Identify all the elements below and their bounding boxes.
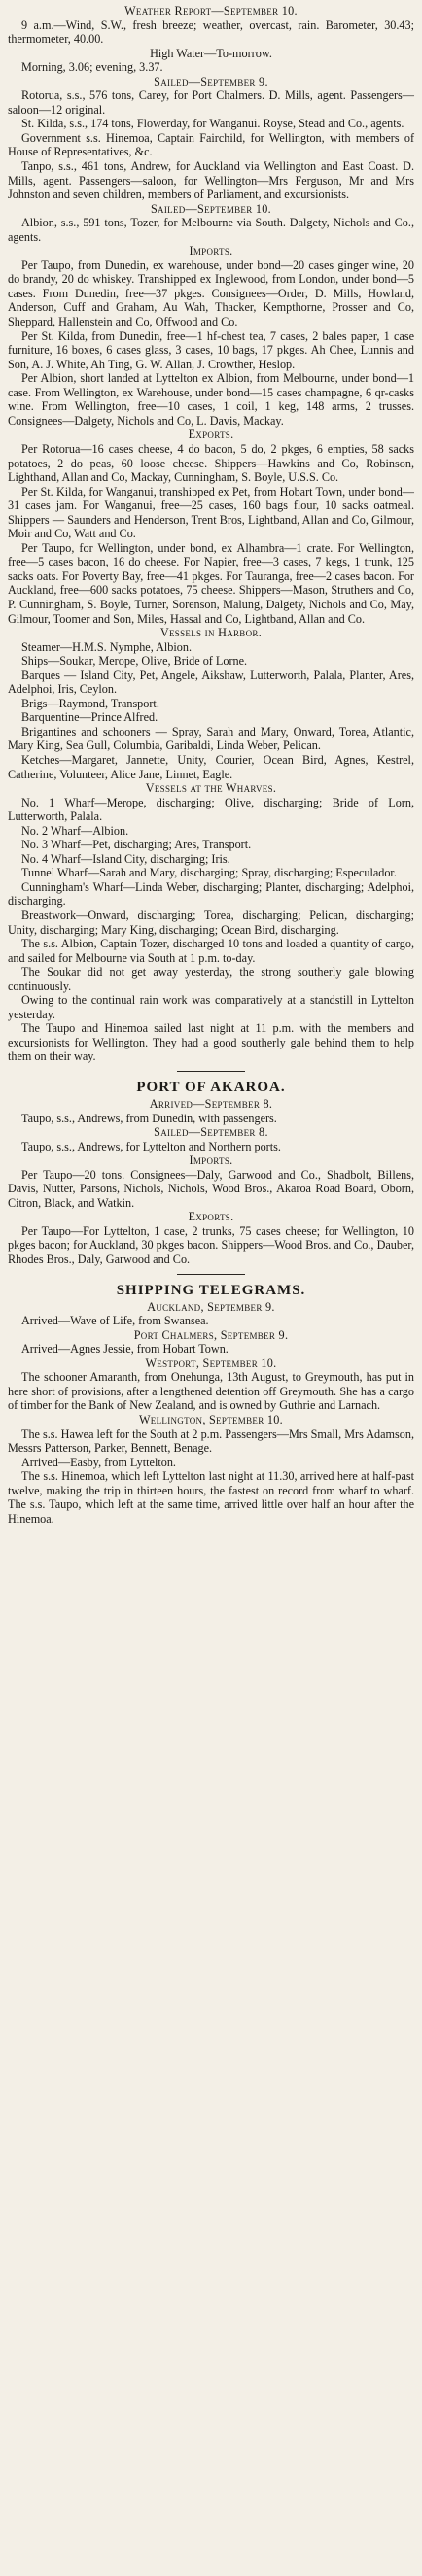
list-item: No. 1 Wharf—Merope, discharging; Olive, discharging; Bride of Lorn, Lutterworth, Palala. [8, 795, 414, 824]
taupo-paragraph: The Taupo and Hinemoa sailed last night at 11 p.m. with the members and excursionists for Wellington. They had a good southerly gale behind them to help them on their way. [8, 1021, 414, 1064]
list-item: Per Rotorua—16 cases cheese, 4 do bacon, 5 do, 2 pkges, 6 empties, 58 sacks potatoes, 2 do peas, 60 loose cheese. Shippers—Hawkins and Co, Robinson, Lighthand, Allan and Co, Mackay, Cunningham, S. Boyle, U.S.S. Co. [8, 441, 414, 485]
high-water-heading: High Water—To-morrow. [150, 46, 272, 60]
port-of-akaroa [8, 1079, 414, 1267]
list-item: Tunnel Wharf—Sarah and Mary, discharging; Spray, discharging; Especulador. [21, 866, 397, 880]
akaroa-sailed-heading: Sailed—September 8. [154, 1125, 268, 1140]
wellington-text: The s.s. Hinemoa, which left Lyttelton last night at 11.30, arrived here at half-past twelve, making the trip in thirteen hours, the fastest on record from wharf to wharf. The s.s. Taupo, which left at the same time, arrived little over half an hour after the Hinemoa. [8, 1469, 414, 1526]
list-item: Ships—Soukar, Merope, Olive, Bride of Lorne. [21, 654, 248, 669]
list-item: Per Albion, short landed at Lyttelton ex Albion, from Melbourne, under bond—1 case. From Wellington, ex Warehouse, under bond—15 cases champagne, 6 qr-casks wine. From Wellington, free—10 cases, 1 coil, 1 keg, 148 arms, 2 trusses. Consignees—Dalgety, Nichols and Co, L. Davis, Mackay. [8, 371, 414, 428]
divider [177, 1274, 245, 1275]
list-item: No. 2 Wharf—Albion. [21, 823, 129, 838]
chalmers-text: Arrived—Agnes Jessie, from Hobart Town. [21, 1342, 229, 1357]
akaroa-exports-heading: Exports. [188, 1210, 234, 1224]
akaroa-arrived-heading: Arrived—September 8. [149, 1097, 273, 1112]
divider [177, 1071, 245, 1072]
list-item: Per Taupo—20 tons. Consignees—Daly, Garwood and Co., Shadbolt, Billens, Davis, Nutter, Parsons, Nichols, Nichols, Wood Bros., Akaroa Road Board, Oborn, Citron, Black, and Watkin. [8, 1167, 414, 1210]
list-item: No. 4 Wharf—Island City, discharging; Iris. [21, 851, 230, 866]
list-item: Per St. Kilda, for Wanganui, transhipped ex Pet, from Hobart Town, under bond—31 cases jam. For Wanganui, free—25 cases, 160 bags flour, 10 sacks oatmeal. Shippers — Saunders and Henderson, Trent Bros, Lightband, Allan and Co, Gilmour, Moir and Co, Watt and Co. [8, 484, 414, 541]
auckland-text: Arrived—Wave of Life, from Swansea. [21, 1314, 209, 1328]
albion-paragraph: The s.s. Albion, Captain Tozer, discharged 10 tons and loaded a quantity of cargo, and sailed for Melbourne via South at 1 p.m. to-day. [8, 937, 414, 965]
imports-heading: Imports. [189, 244, 233, 258]
vessels-heading: Vessels in Harbor. [159, 626, 263, 640]
list-item: Taupo, s.s., Andrews, from Dunedin, with passengers. [21, 1111, 277, 1125]
akaroa-title: PORT OF AKAROA. [136, 1080, 286, 1096]
high-water-text: Morning, 3.06; evening, 3.37. [21, 60, 163, 75]
auckland-dateline: Auckland, September 9. [147, 1299, 275, 1314]
shipping-report [8, 4, 414, 1064]
weather-text: 9 a.m.—Wind, S.W., fresh breeze; weather, overcast, rain. Barometer, 30.43; thermometer, 40.00. [8, 17, 414, 47]
exports-heading: Exports. [188, 428, 234, 442]
sailed-sep9-list [8, 88, 414, 201]
list-item: Per Taupo—For Lyttelton, 1 case, 2 trunks, 75 cases cheese; for Wellington, 10 pkges bacon; for Auckland, 30 pkges bacon. Shippers—Wood Bros. and Co., Dauber, Rhodes Bros., Daly, Garwood and Co. [8, 1223, 414, 1267]
list-item: Breastwork—Onward, discharging; Torea, discharging; Pelican, discharging; Unity, discharging; Mary King, discharging; Ocean Bird, discharging. [8, 909, 414, 937]
list-item: Per Taupo, from Dunedin, ex warehouse, under bond—20 cases ginger wine, 20 do brandy, 20 do whiskey. Transhipped ex Inglewood, from London, under bond—5 cases. From Dunedin, free—37 pkges. Consignees—Order, D. Mills, Howland, Anderson, Cuff and Graham, Au Wah, Thacker, Kempthorne, Prosser and Co, Sheppard, Hallenstein and Co, Offwood and Co. [8, 258, 414, 329]
sailed-sep9-heading: Sailed—September 9. [154, 74, 268, 88]
list-item: Brigantines and schooners — Spray, Sarah and Mary, Onward, Torea, Atlantic, Mary King, Sea Gull, Columbia, Garibaldi, Linda Weber, Pelican. [8, 724, 414, 753]
list-item: Government s.s. Hinemoa, Captain Fairchild, for Wellington, with members of House of Representatives, &c. [8, 130, 414, 159]
list-item: Per Taupo, for Wellington, under bond, ex Alhambra—1 crate. For Wellington, free—5 cases bacon, 16 do cheese. For Napier, free—3 cases, 7 kegs, 1 trunk, 125 sacks oats. For Poverty Bay, free—41 pkges. For Tauranga, free—2 cases bacon. For Auckland, free—600 sacks potatoes, 75 cheese. Shippers—Mason, Struthers and Co, P. Cunningham, S. Boyle, Turner, Sorenson, Malung, Dalgety, Nichols and Co, May, Gilmour, Toomer and Son, Miles, Hassal and Co, Lightband, Allan and Co. [8, 540, 414, 626]
list-item: No. 3 Wharf—Pet, discharging; Ares, Transport. [21, 838, 252, 852]
westport-text: The schooner Amaranth, from Onehunga, 13th August, to Greymouth, has put in here short of provisions, after a lengthened detention off Greymouth. She has a cargo of timber for the Bank of New Zealand, and is owned by Guthrie and Larnach. [8, 1370, 414, 1413]
sailed-sep10-heading: Sailed—September 10. [150, 201, 272, 216]
rain-paragraph: Owing to the continual rain work was comparatively at a standstill in Lyttelton yesterday. [8, 993, 414, 1021]
wellington-text: Arrived—Easby, from Lyttelton. [21, 1455, 176, 1469]
list-item: Tanpo, s.s., 461 tons, Andrew, for Auckland via Wellington and East Coast. D. Mills, agent. Passengers—saloon, for Wellington—Mrs Ferguson, Mr and Mrs Johnston and seven children, members of Parliament, and excursionists. [8, 159, 414, 202]
soukar-paragraph: The Soukar did not get away yesterday, the strong southerly gale blowing continuously. [8, 965, 414, 993]
list-item: Albion, s.s., 591 tons, Tozer, for Melbourne via South. Dalgety, Nichols and Co., agents. [8, 216, 414, 244]
list-item: Taupo, s.s., Andrews, for Lyttelton and Northern ports. [21, 1139, 281, 1153]
shipping-telegrams [8, 1282, 414, 1527]
list-item: Per St. Kilda, from Dunedin, free—1 hf-chest tea, 7 cases, 2 bales paper, 1 case furniture, 16 boxes, 6 cases glass, 3 cases, 10 bags, 17 pkges. Ah Chee, Lunnis and Son, A. J. White, Ah Ting, G. W. Allan, J. Crowther, Heslop. [8, 328, 414, 371]
chalmers-dateline: Port Chalmers, September 9. [133, 1327, 289, 1342]
westport-dateline: Westport, September 10. [145, 1356, 277, 1370]
list-item: Barquentine—Prince Alfred. [21, 710, 158, 725]
list-item: Ketches—Margaret, Jannette, Unity, Courier, Ocean Bird, Agnes, Kestrel, Catherine, Volunteer, Alice Jane, Linnet, Eagle. [8, 752, 414, 781]
list-item: Brigs—Raymond, Transport. [21, 696, 159, 710]
wharves-heading: Vessels at the Wharves. [145, 781, 277, 796]
weather-heading: Weather Report—September 10. [124, 4, 298, 17]
list-item: Steamer—H.M.S. Nymphe, Albion. [21, 639, 193, 654]
wellington-dateline: Wellington, September 10. [139, 1412, 283, 1426]
list-item: Rotorua, s.s., 576 tons, Carey, for Port Chalmers. D. Mills, agent. Passengers—saloon—12 original. [8, 88, 414, 117]
list-item: Cunningham's Wharf—Linda Weber, discharging; Planter, discharging; Adelphoi, discharging. [8, 879, 414, 909]
akaroa-imports-heading: Imports. [189, 1153, 233, 1168]
list-item: Barques — Island City, Pet, Angele, Aikshaw, Lutterworth, Palala, Planter, Ares, Adelphoi, Iris, Ceylon. [8, 668, 414, 697]
telegrams-title: SHIPPING TELEGRAMS. [116, 1282, 306, 1298]
list-item: St. Kilda, s.s., 174 tons, Flowerday, for Wanganui. Royse, Stead and Co., agents. [21, 117, 404, 131]
wellington-text: The s.s. Hawea left for the South at 2 p.m. Passengers—Mrs Small, Mrs Adamson, Messrs Patterson, Parker, Bennett, Benage. [8, 1426, 414, 1456]
